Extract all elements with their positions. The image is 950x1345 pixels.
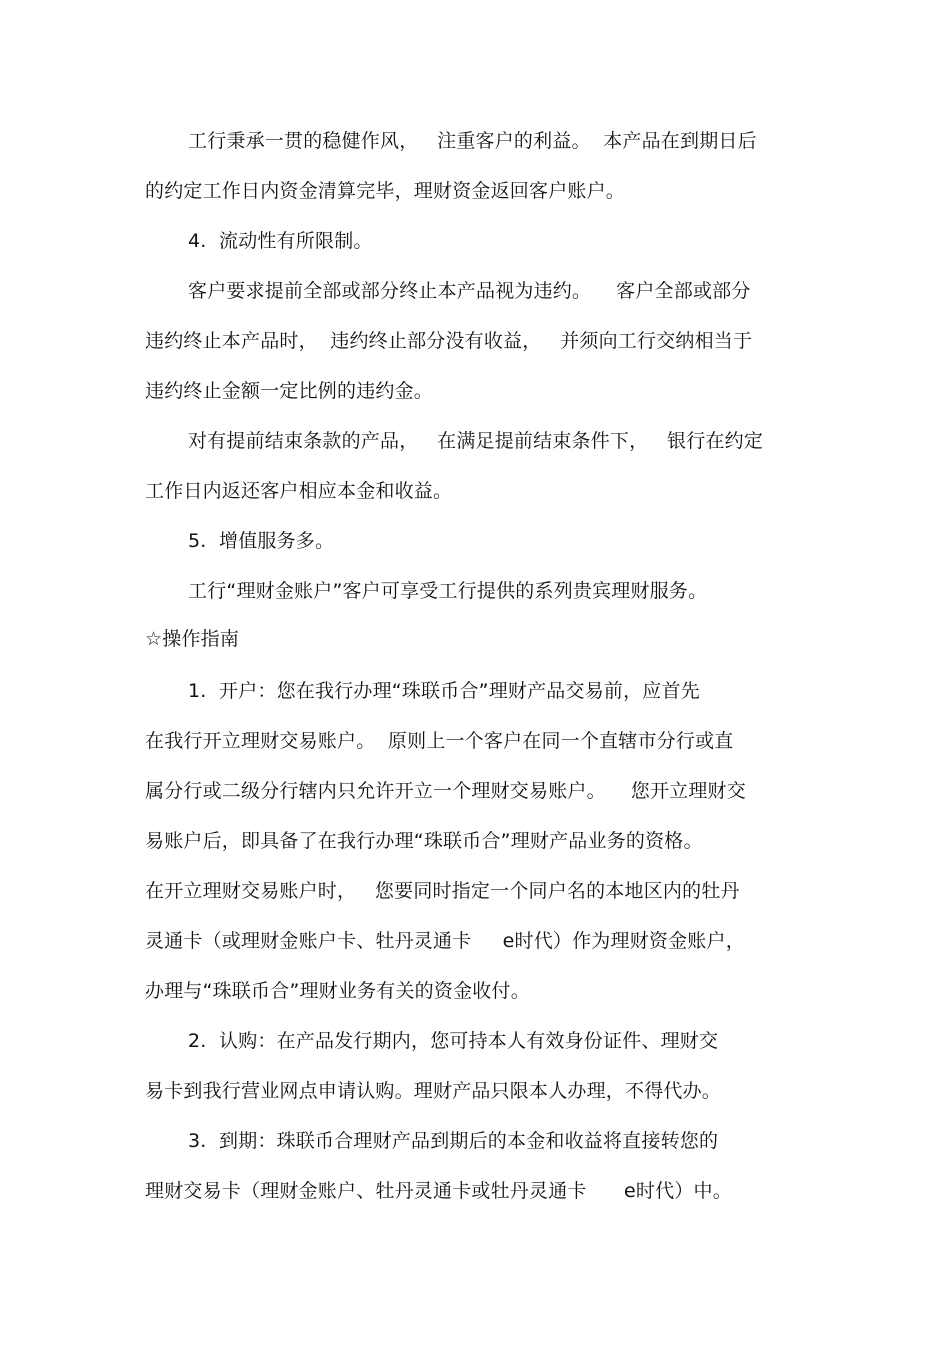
list-heading: 5. 增值服务多。 (188, 530, 335, 552)
text-line: 工行秉承一贯的稳健作风， 注重客户的利益。 本产品在到期日后 (188, 130, 757, 152)
text-line: 办理与“珠联币合”理财业务有关的资金收付。 (145, 980, 530, 1002)
text-line: 1. 开户：您在我行办理“珠联币合”理财产品交易前，应首先 (188, 680, 700, 702)
text-line: 的约定工作日内资金清算完毕，理财资金返回客户账户。 (145, 180, 626, 202)
section-heading: ☆操作指南 (145, 628, 240, 650)
text-line: 工作日内返还客户相应本金和收益。 (145, 480, 453, 502)
list-heading: 4. 流动性有所限制。 (188, 230, 373, 252)
text-line: 属分行或二级分行辖内只允许开立一个理财交易账户。 您开立理财交 (145, 780, 746, 802)
text-line: 客户要求提前全部或部分终止本产品视为违约。 客户全部或部分 (188, 280, 751, 302)
text-line: 3. 到期：珠联币合理财产品到期后的本金和收益将直接转您的 (188, 1130, 719, 1152)
text-line: 理财交易卡（理财金账户、牡丹灵通卡或牡丹灵通卡 e时代）中。 (145, 1180, 732, 1202)
text-line: 在开立理财交易账户时， 您要同时指定一个同户名的本地区内的牡丹 (145, 880, 740, 902)
text-line: 工行“理财金账户”客户可享受工行提供的系列贵宾理财服务。 (188, 580, 708, 602)
text-line: 易卡到我行营业网点申请认购。理财产品只限本人办理，不得代办。 (145, 1080, 722, 1102)
text-line: 违约终止本产品时， 违约终止部分没有收益， 并须向工行交纳相当于 (145, 330, 753, 352)
text-line: 2. 认购：在产品发行期内，您可持本人有效身份证件、理财交 (188, 1030, 719, 1052)
text-line: 灵通卡（或理财金账户卡、牡丹灵通卡 e时代）作为理财资金账户， (145, 930, 745, 952)
text-line: 对有提前结束条款的产品， 在满足提前结束条件下， 银行在约定 (188, 430, 764, 452)
text-line: 在我行开立理财交易账户。 原则上一个客户在同一个直辖市分行或直 (145, 730, 734, 752)
text-line: 违约终止金额一定比例的违约金。 (145, 380, 434, 402)
text-line: 易账户后，即具备了在我行办理“珠联币合”理财产品业务的资格。 (145, 830, 703, 852)
